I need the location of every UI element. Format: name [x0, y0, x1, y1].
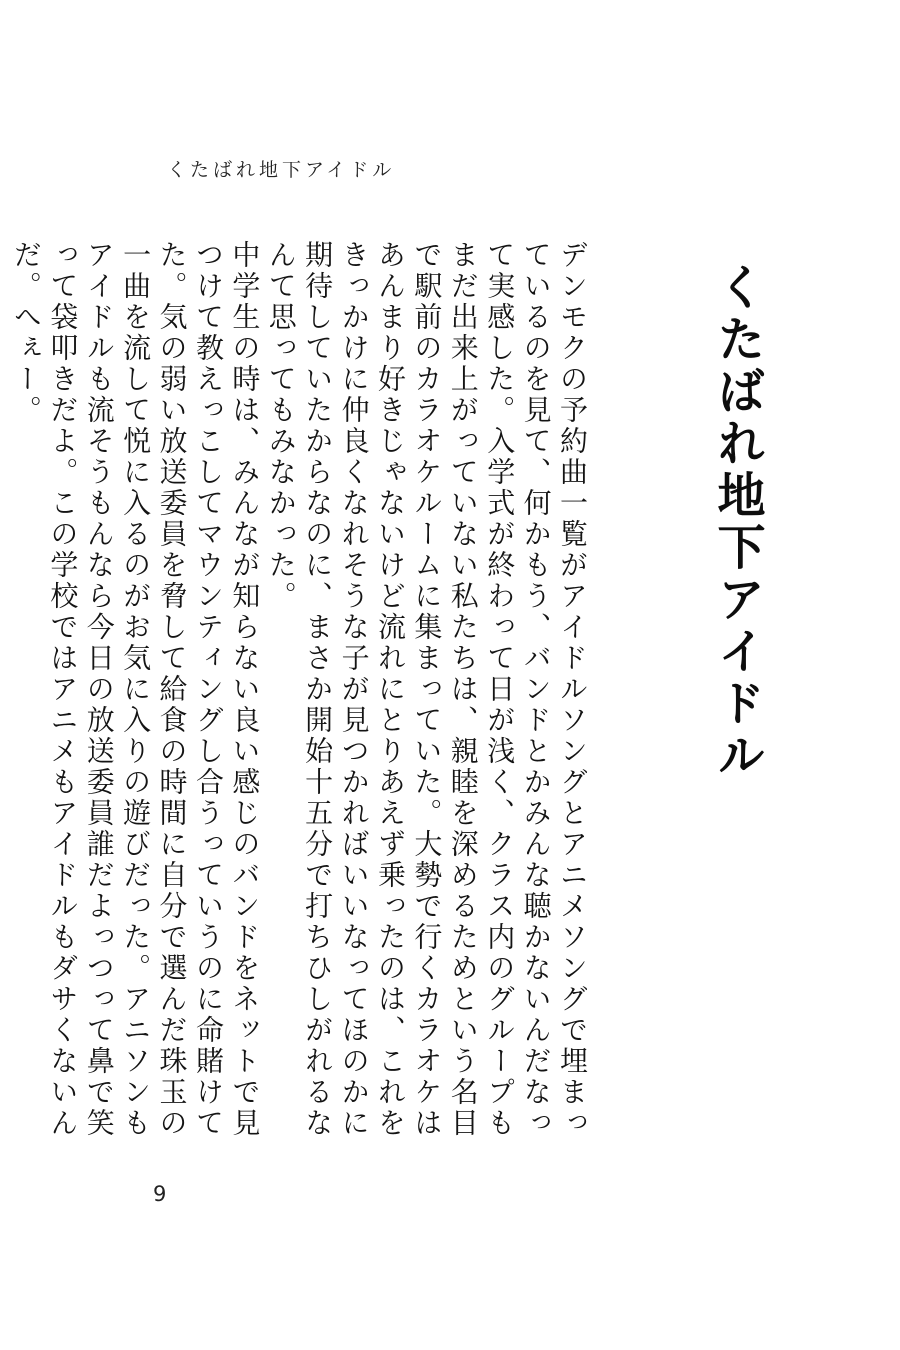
paragraph: 中学生の時は、みんなが知らない良い感じのバンドをネットで見つけて教えっこしてマウンティングし合うっていうのに命賭けてた。気の弱い放送委員を脅して給食の時間に自分で選んだ珠玉の一曲を流して悦に入るのがお気に入りの遊びだった。アニソンもアイドルも流そうもんなら今日の放送委員誰だよっつって鼻で笑って袋叩きだよ。この学校ではアニメもアイドルもダサくないんだ。へぇー。 [9, 240, 262, 1139]
body-text [9, 240, 590, 1160]
running-header: くたばれ地下アイドル [167, 159, 396, 181]
page-number: 9 [153, 1182, 167, 1206]
chapter-title: くたばれ地下アイドル [709, 262, 765, 782]
paragraph: デンモクの予約曲一覧がアイドルソングとアニメソングで埋まっているのを見て、何かもう、バンドとかみんな聴かないんだなって実感した。入学式が終わって日が浅く、クラス内のグループもまだ出来上がっていない私たちは、親睦を深めるためという名目で駅前のカラオケルームに集まっていた。大勢で行くカラオケはあんまり好きじゃないけど流れにとりあえず乗ったのは、これをきっかけに仲良くなれそうな子が見つかればいいなってほのかに期待していたからなのに、まさか開始十五分で打ちひしがれるなんて思ってもみなかった。 [264, 240, 589, 1139]
